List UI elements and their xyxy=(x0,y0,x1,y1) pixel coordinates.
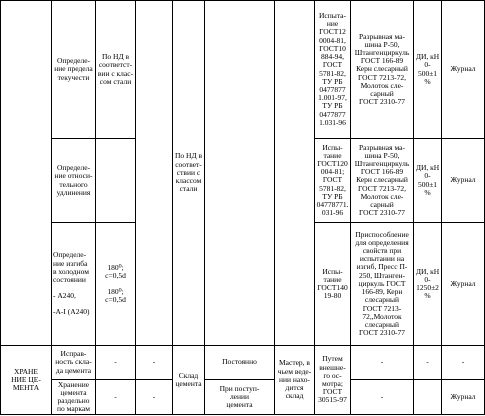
range-cell: ДИ, кН 0-1250±2% xyxy=(414,223,442,346)
norm-cell: - xyxy=(96,346,136,380)
equipment-cell: - xyxy=(351,380,414,415)
norm-cell: - xyxy=(96,380,136,415)
method-cell: Испыта- ние ГОСТ12 0004-81, ГОСТ10 884-94, ГОСТ 5781-82, ТУ РБ 0477877 1.001-97, ТУ РБ 0477877 1.031-96 xyxy=(315,1,351,139)
table-row xyxy=(1,380,485,415)
frequency-cell: Постоянно xyxy=(205,346,275,380)
equipment-cell: - xyxy=(351,346,414,380)
table-row xyxy=(1,1,485,139)
equipment-cell: Разрывная ма- шина Р-50, Штангенциркуль ГОСТ 166-89 Керн слесарный ГОСТ 7213-72, Молоток сле- сарный ГОСТ 2310-77 xyxy=(351,1,414,139)
record-cell: - xyxy=(442,346,485,380)
merged-norm-cell: - xyxy=(136,346,173,380)
responsible-cell: Мастер, в чьем веде- нии нахо- дится склад xyxy=(275,346,315,415)
empty-cell xyxy=(275,1,315,346)
property-cell: Хранение цемента раздельно по маркам xyxy=(52,380,96,415)
range-cell: ДИ, кН 0-500±1% xyxy=(414,139,442,223)
property-cell: Определе- ние предела текучести xyxy=(52,1,96,139)
range-cell: - xyxy=(414,346,442,380)
range-cell: ДИ, кН 0-500±1% xyxy=(414,1,442,139)
merged-norm-cell: - xyxy=(136,380,173,415)
equipment-cell: Приспособление для определения свойств при испытании на изгиб, Пресс П- 250, Штанген- циркуль ГОСТ 166-89, Керн слесарный ГОСТ 7213- 72,,Молоток слесарный ГОСТ 2310-77 xyxy=(351,223,414,346)
record-cell: Журнал xyxy=(442,223,485,346)
empty-cell xyxy=(205,1,275,346)
property-cell: Определе- ние относи- тельного удлинения xyxy=(52,139,96,223)
method-cell: Испы- тание ГОСТ120 004-81; ГОСТ 5781-82, ТУ РБ 04778771. 031-96 xyxy=(315,139,351,223)
property-cell: Исправ- ность скла- да цемента xyxy=(52,346,96,380)
record-cell: Журнал xyxy=(442,380,485,415)
range-cell-empty xyxy=(414,380,442,415)
norm-cell-empty xyxy=(96,139,136,223)
equipment-cell: Разрывная ма- шина Р-50, Штангенциркуль ГОСТ 166-89 Керн слесарный ГОСТ 7213-72, Молоток сле- сарный ГОСТ 2310-77 xyxy=(351,139,414,223)
method-cell: Испы- тание ГОСТ140 19-80 xyxy=(315,223,351,346)
frequency-cell: При поступ- лении цемента xyxy=(205,380,275,415)
record-cell: Журнал xyxy=(442,139,485,223)
record-cell: Журнал xyxy=(442,1,485,139)
bend-params-cell: 180⁰; с=0,5d 180⁰; с=0,5d xyxy=(96,223,136,346)
table-row xyxy=(1,346,485,380)
property-cell: Определе- ние изгиба в холодном состоянии - А240, -A-I (A240) xyxy=(52,223,96,346)
norm-cell: По НД в соответст- вии с клас- сом стали xyxy=(96,1,136,139)
empty-cell xyxy=(136,1,173,346)
section-cell-empty xyxy=(1,1,52,346)
section-title-cell: ХРАНЕ НИЕ ЦЕ- МЕНТА xyxy=(1,346,52,415)
object-cell: Склад цемента xyxy=(173,346,205,415)
method-cell: Путем внешне- го ос- мотра; ГОСТ 30515-97 xyxy=(315,346,351,415)
merged-norm-cell: По НД в соответ- ствии с классом стали xyxy=(173,1,205,346)
